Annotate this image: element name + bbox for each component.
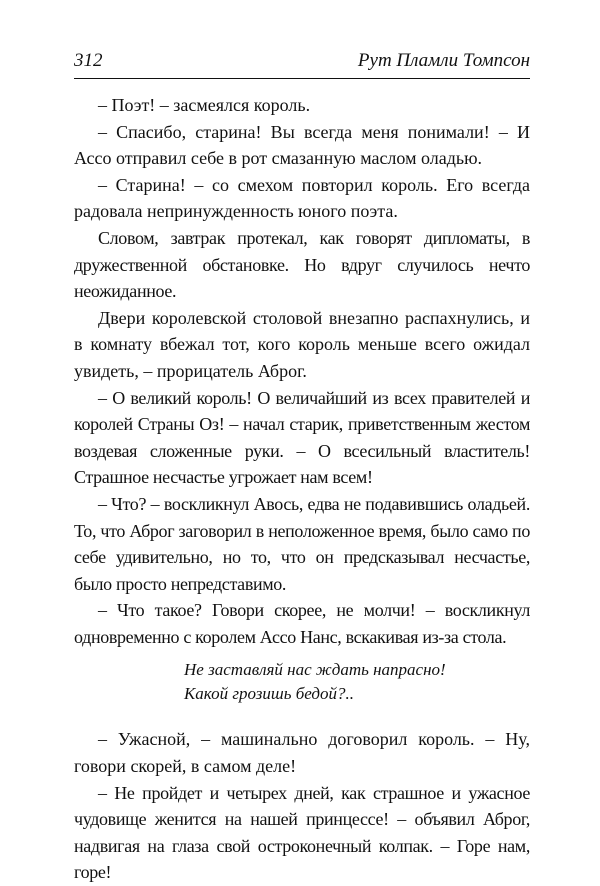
header-rule	[74, 78, 530, 79]
paragraph: – О великий король! О величайший из всех правителей и королей Страны Оз! – начал старик, приветственным жестом воздевая сложенные руки. – О всесильный властитель! Страшное несчастье угрожает нам всем!	[74, 387, 530, 488]
paragraph: – Не пройдет и четырех дней, как страшное и ужасное чудовище женится на нашей принцессе! – объявил Аброг, надвигая на глаза свой остроконечный колпак. – Горе нам, горе!	[74, 782, 530, 883]
paragraph: – Спасибо, старина! Вы всегда меня понимали! – И Ассо отправил себе в рот смазанную маслом оладью.	[74, 121, 530, 169]
paragraph: – Старина! – со смехом повторил король. Его всегда радовала непринужденность юного поэта.	[74, 174, 530, 222]
paragraph: – Поэт! – засмеялся король.	[98, 95, 311, 115]
verse	[184, 658, 530, 706]
page-header	[74, 48, 530, 78]
body-text	[74, 92, 530, 886]
paragraph: Словом, завтрак протекал, как говорят дипломаты, в дружественной обстановке. Но вдруг случилось нечто неожиданное.	[74, 227, 530, 302]
verse-line: Не заставляй нас ждать напрасно!	[184, 660, 446, 680]
verse-line: Какой грозишь бедой?..	[184, 684, 354, 704]
paragraph: – Что такое? Говори скорее, не молчи! – воскликнул одновременно с королем Ассо Нанс, вскакивая из-за стола.	[74, 600, 530, 647]
page-number: 312	[74, 50, 103, 71]
paragraph: – Ужасной, – машинально договорил король. – Ну, говори скорей, в самом деле!	[74, 729, 530, 777]
paragraph: – Что? – воскликнул Авось, едва не подавившись оладьей. То, что Аброг заговорил в неположенное время, было само по себе удивительно, но то, что он предсказывал несчастье, было просто непредставимо.	[74, 493, 530, 594]
running-title: Рут Пламли Томпсон	[357, 50, 530, 71]
paragraph: Двери королевской столовой внезапно распахнулись, и в комнату вбежал тот, кого король меньше всего ожидал увидеть, – прорицатель Аброг.	[74, 307, 530, 381]
